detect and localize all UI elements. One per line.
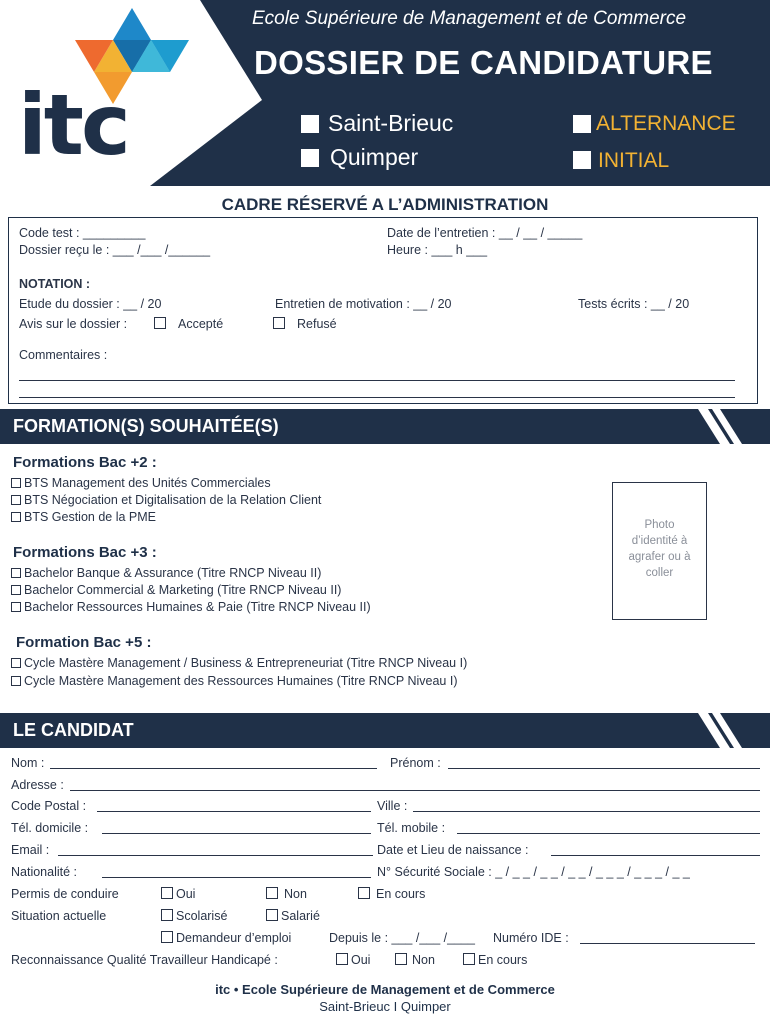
- tel-domicile-field[interactable]: [102, 833, 371, 834]
- permis-oui[interactable]: Oui: [161, 887, 195, 901]
- checkbox[interactable]: [161, 909, 173, 921]
- rqth-non[interactable]: Non: [395, 953, 435, 967]
- checkbox[interactable]: [11, 478, 21, 488]
- checkbox[interactable]: [161, 887, 173, 899]
- tel-mobile-label: Tél. mobile :: [377, 821, 446, 835]
- situation-demandeur[interactable]: Demandeur d’emploi: [161, 931, 291, 945]
- secu-field[interactable]: N° Sécurité Sociale : _ / _ _ / _ _ / _ _ / _ _ _ / _ _ _ / _ _: [377, 865, 690, 879]
- date-naissance-label: Date et Lieu de naissance :: [377, 843, 529, 857]
- avis-label: Avis sur le dossier :: [19, 317, 128, 331]
- checkbox[interactable]: [11, 585, 21, 595]
- accepte-checkbox[interactable]: [154, 317, 166, 329]
- campus-checkbox-quimper[interactable]: [301, 149, 319, 167]
- numero-ide-field[interactable]: [580, 943, 755, 944]
- bac5-title: Formation Bac +5 :: [16, 634, 152, 651]
- situation-label: Situation actuelle: [11, 909, 107, 923]
- code-test: Code test : _________: [19, 226, 146, 240]
- permis-en-cours[interactable]: En cours: [358, 887, 425, 901]
- checkbox[interactable]: [11, 495, 21, 505]
- logo-panel: [0, 0, 270, 186]
- section-stripes-icon: [690, 409, 770, 444]
- checkbox[interactable]: [266, 887, 278, 899]
- bac2-item[interactable]: BTS Gestion de la PME: [11, 510, 156, 524]
- checkbox[interactable]: [11, 512, 21, 522]
- nationalite-field[interactable]: [102, 877, 371, 878]
- tel-domicile-label: Tél. domicile :: [11, 821, 89, 835]
- accepte-label: Accepté: [178, 317, 224, 331]
- logo-text: itc: [18, 76, 128, 174]
- commentaires-line-2[interactable]: [19, 397, 735, 398]
- footer-line-2: Saint-Brieuc I Quimper: [319, 999, 451, 1014]
- adresse-field[interactable]: [70, 790, 760, 791]
- permis-non[interactable]: Non: [266, 887, 307, 901]
- date-naissance-field[interactable]: [551, 855, 760, 856]
- page-title: DOSSIER DE CANDIDATURE: [254, 44, 713, 81]
- entretien-motivation: Entretien de motivation : __ / 20: [275, 297, 452, 311]
- mode-label-alternance: ALTERNANCE: [596, 112, 736, 135]
- bac3-item[interactable]: Bachelor Commercial & Marketing (Titre RNCP Niveau II): [11, 583, 341, 597]
- nom-field[interactable]: [50, 768, 377, 769]
- depuis-le[interactable]: Depuis le : ___ /___ /____: [329, 931, 475, 945]
- section-stripes-icon: [690, 713, 770, 748]
- checkbox[interactable]: [266, 909, 278, 921]
- bac5-item[interactable]: Cycle Mastère Management / Business & Entrepreneuriat (Titre RNCP Niveau I): [11, 656, 467, 670]
- bac3-item[interactable]: Bachelor Ressources Humaines & Paie (Titre RNCP Niveau II): [11, 600, 371, 614]
- formation-section-title: FORMATION(S) SOUHAITÉE(S): [13, 416, 279, 436]
- campus-label-quimper: Quimper: [330, 144, 419, 170]
- code-postal-field[interactable]: [97, 811, 371, 812]
- checkbox[interactable]: [358, 887, 370, 899]
- candidat-section-title: LE CANDIDAT: [13, 720, 134, 740]
- rqth-oui[interactable]: Oui: [336, 953, 370, 967]
- numero-ide-label: Numéro IDE :: [493, 931, 569, 945]
- campus-label-saint-brieuc: Saint-Brieuc: [328, 110, 454, 136]
- bac2-title: Formations Bac +2 :: [13, 454, 157, 471]
- rqth-en-cours[interactable]: En cours: [463, 953, 527, 967]
- heure: Heure : ___ h ___: [387, 243, 488, 257]
- checkbox[interactable]: [161, 931, 173, 943]
- ville-field[interactable]: [413, 811, 760, 812]
- etude-dossier: Etude du dossier : __ / 20: [19, 297, 162, 311]
- mode-checkbox-alternance[interactable]: [573, 115, 591, 133]
- checkbox[interactable]: [11, 676, 21, 686]
- checkbox[interactable]: [336, 953, 348, 965]
- checkbox[interactable]: [11, 568, 21, 578]
- checkbox[interactable]: [395, 953, 407, 965]
- ville-label: Ville :: [377, 799, 408, 813]
- email-label: Email :: [11, 843, 50, 857]
- bac5-item[interactable]: Cycle Mastère Management des Ressources Humaines (Titre RNCP Niveau I): [11, 674, 458, 688]
- mode-checkbox-initial[interactable]: [573, 151, 591, 169]
- bac2-item[interactable]: BTS Management des Unités Commerciales: [11, 476, 271, 490]
- commentaires-line-1[interactable]: [19, 380, 735, 381]
- photo-text: Photo d’identité à agrafer ou à coller: [628, 519, 691, 579]
- notation-label: NOTATION :: [19, 277, 91, 291]
- tests-ecrits: Tests écrits : __ / 20: [578, 297, 690, 311]
- school-name: Ecole Supérieure de Management et de Commerce: [252, 8, 687, 29]
- email-field[interactable]: [58, 855, 373, 856]
- prenom-label: Prénom :: [390, 756, 441, 770]
- tel-mobile-field[interactable]: [457, 833, 760, 834]
- nationalite-label: Nationalité :: [11, 865, 78, 879]
- refuse-checkbox[interactable]: [273, 317, 285, 329]
- photo-box[interactable]: [612, 482, 707, 620]
- prenom-field[interactable]: [448, 768, 760, 769]
- situation-scolarise[interactable]: Scolarisé: [161, 909, 227, 923]
- refuse-label: Refusé: [297, 317, 337, 331]
- nom-label: Nom :: [11, 756, 45, 770]
- campus-checkbox-saint-brieuc[interactable]: [301, 115, 319, 133]
- commentaires-label: Commentaires :: [19, 348, 108, 362]
- bac3-item[interactable]: Bachelor Banque & Assurance (Titre RNCP Niveau II): [11, 566, 321, 580]
- checkbox[interactable]: [463, 953, 475, 965]
- code-postal-label: Code Postal :: [11, 799, 87, 813]
- situation-salarie[interactable]: Salarié: [266, 909, 320, 923]
- admin-title: CADRE RÉSERVÉ A L’ADMINISTRATION: [221, 195, 549, 214]
- permis-label: Permis de conduire: [11, 887, 119, 901]
- mode-label-initial: INITIAL: [598, 149, 670, 172]
- bac3-title: Formations Bac +3 :: [13, 544, 157, 561]
- date-entretien: Date de l’entretien : __ / __ / _____: [387, 226, 583, 240]
- adresse-label: Adresse :: [11, 778, 64, 792]
- dossier-recu: Dossier reçu le : ___ /___ /______: [19, 243, 211, 257]
- checkbox[interactable]: [11, 602, 21, 612]
- rqth-label: Reconnaissance Qualité Travailleur Handicapé :: [11, 953, 278, 967]
- footer-line-1: itc • Ecole Supérieure de Management et de Commerce: [215, 982, 555, 997]
- checkbox[interactable]: [11, 658, 21, 668]
- bac2-item[interactable]: BTS Négociation et Digitalisation de la Relation Client: [11, 493, 321, 507]
